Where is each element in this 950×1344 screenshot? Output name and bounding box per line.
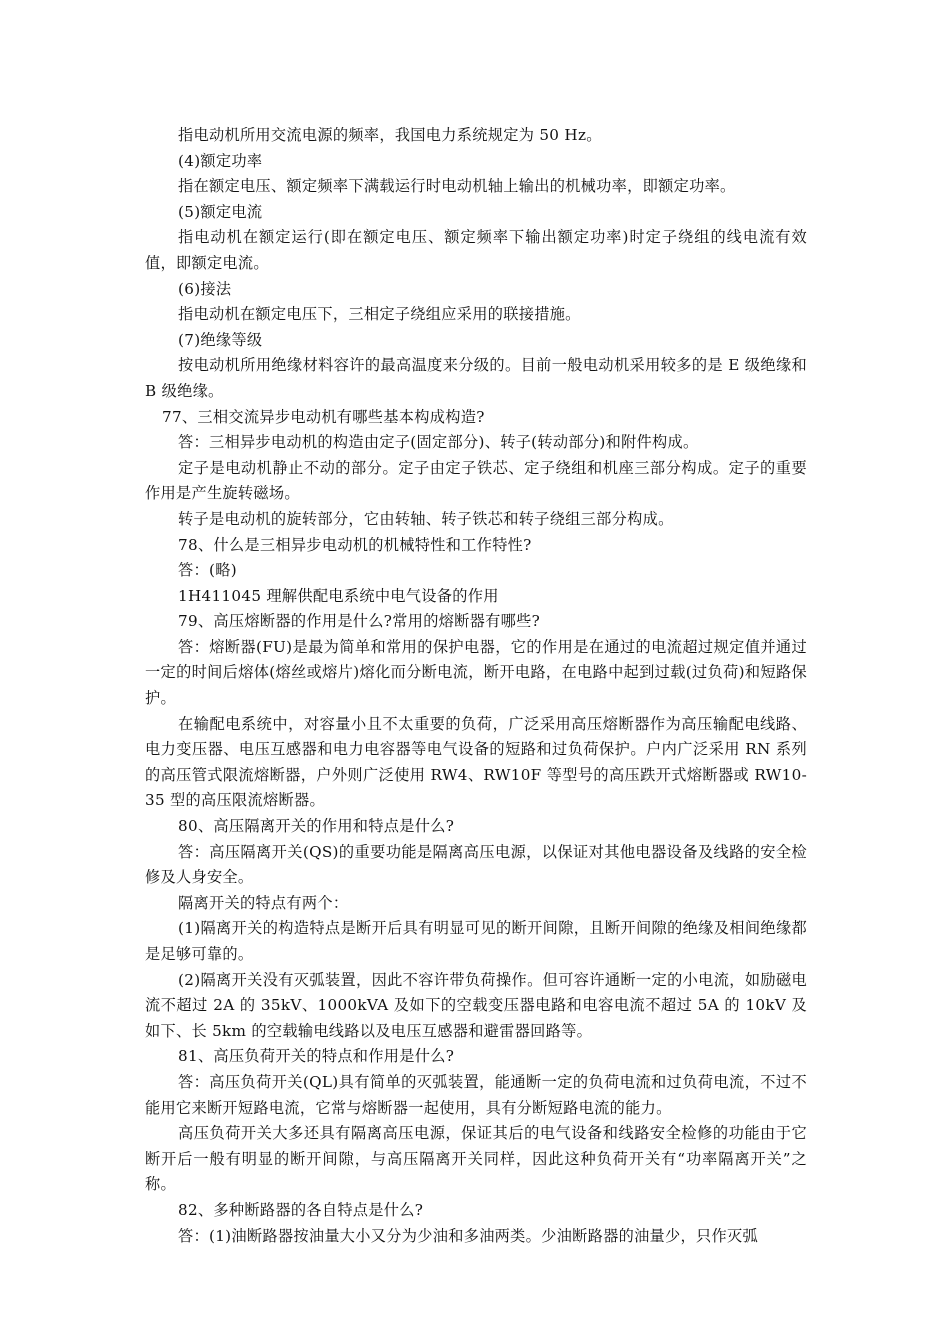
paragraph: 指电动机所用交流电源的频率，我国电力系统规定为 50 Hz。 xyxy=(178,126,602,144)
paragraph: 指电动机在额定电压下，三相定子绕组应采用的联接措施。 xyxy=(178,305,581,324)
question-heading: 78、什么是三相异步电动机的机械特性和工作特性? xyxy=(178,535,532,554)
paragraph: 指在额定电压、额定频率下满载运行时电动机轴上输出的机械功率，即额定功率。 xyxy=(178,177,736,196)
paragraph: (7)绝缘等级 xyxy=(178,330,263,349)
paragraph: 隔离开关的特点有两个： xyxy=(178,893,349,912)
paragraph: 定子是电动机静止不动的部分。定子由定子铁芯、定子绕组和机座三部分构成。定子的重要作用是产生旋转磁场。 xyxy=(145,458,807,503)
paragraph: 高压负荷开关大多还具有隔离高压电源，保证其后的电气设备和线路安全检修的功能由于它断开后一般有明显的断开间隙，与高压隔离开关同样，因此这种负荷开关有“功率隔离开关”之称。 xyxy=(145,1124,807,1194)
paragraph: 按电动机所用绝缘材料容许的最高温度来分级的。目前一般电动机采用较多的是 E 级绝缘和 B 级绝缘。 xyxy=(145,356,807,400)
paragraph: (1)隔离开关的构造特点是断开后具有明显可见的断开间隙，且断开间隙的绝缘及相间绝缘都是足够可靠的。 xyxy=(145,919,807,963)
paragraph: (5)额定电流 xyxy=(178,202,263,221)
paragraph: 答：高压隔离开关(QS)的重要功能是隔离高压电源，以保证对其他电器设备及线路的安全检修及人身安全。 xyxy=(145,842,807,887)
paragraph: (4)额定功率 xyxy=(178,151,263,170)
paragraph: 指电动机在额定运行(即在额定电压、额定频率下输出额定功率)时定子绕组的线电流有效值，即额定电流。 xyxy=(145,228,807,272)
section-heading: 1H411045 理解供配电系统中电气设备的作用 xyxy=(178,586,499,605)
paragraph: (6)接法 xyxy=(178,279,232,298)
question-heading: 80、高压隔离开关的作用和特点是什么? xyxy=(178,817,455,836)
question-heading: 81、高压负荷开关的特点和作用是什么? xyxy=(178,1047,455,1066)
paragraph: 在输配电系统中，对容量小且不太重要的负荷，广泛采用高压熔断器作为高压输配电线路、电力变压器、电压互感器和电力电容器等电气设备的短路和过负荷保护。户内广泛采用 RN 系列的高压管式限流熔断器，户外则广泛使用 RW4、RW10F 等型号的高压跌开式熔断器或 RW10-35 型的高压限流熔断器。 xyxy=(145,714,807,810)
question-heading: 77、三相交流异步电动机有哪些基本构成构造? xyxy=(162,407,485,426)
paragraph: 答：熔断器(FU)是最为简单和常用的保护电器，它的作用是在通过的电流超过规定值并通过一定的时间后熔体(熔丝或熔片)熔化而分断电流，断开电路，在电路中起到过载(过负荷)和短路保护。 xyxy=(145,637,807,708)
paragraph: 答：(略) xyxy=(178,561,237,580)
paragraph: 转子是电动机的旋转部分，它由转轴、转子铁芯和转子绕组三部分构成。 xyxy=(178,509,674,528)
paragraph: (2)隔离开关没有灭弧装置，因此不容许带负荷操作。但可容许通断一定的小电流，如励磁电流不超过 2A 的 35kV、1000kVA 及如下的空载变压器电路和电容电流不超过 5A 的 10kV 及如下、长 5km 的空载输电线路以及电压互感器和避雷器回路等。 xyxy=(145,970,807,1040)
paragraph: 答：高压负荷开关(QL)具有简单的灭弧装置，能通断一定的负荷电流和过负荷电流，不过不能用它来断开短路电流，它常与熔断器一起使用，具有分断短路电流的能力。 xyxy=(145,1072,807,1117)
paragraph: 答：(1)油断路器按油量大小又分为少油和多油两类。少油断路器的油量少，只作灭弧 xyxy=(178,1226,758,1245)
question-heading: 79、高压熔断器的作用是什么?常用的熔断器有哪些? xyxy=(178,612,541,631)
question-heading: 82、多种断路器的各自特点是什么? xyxy=(178,1200,424,1219)
document-body xyxy=(145,123,807,1249)
paragraph: 答：三相异步电动机的构造由定子(固定部分)、转子(转动部分)和附件构成。 xyxy=(178,433,699,452)
